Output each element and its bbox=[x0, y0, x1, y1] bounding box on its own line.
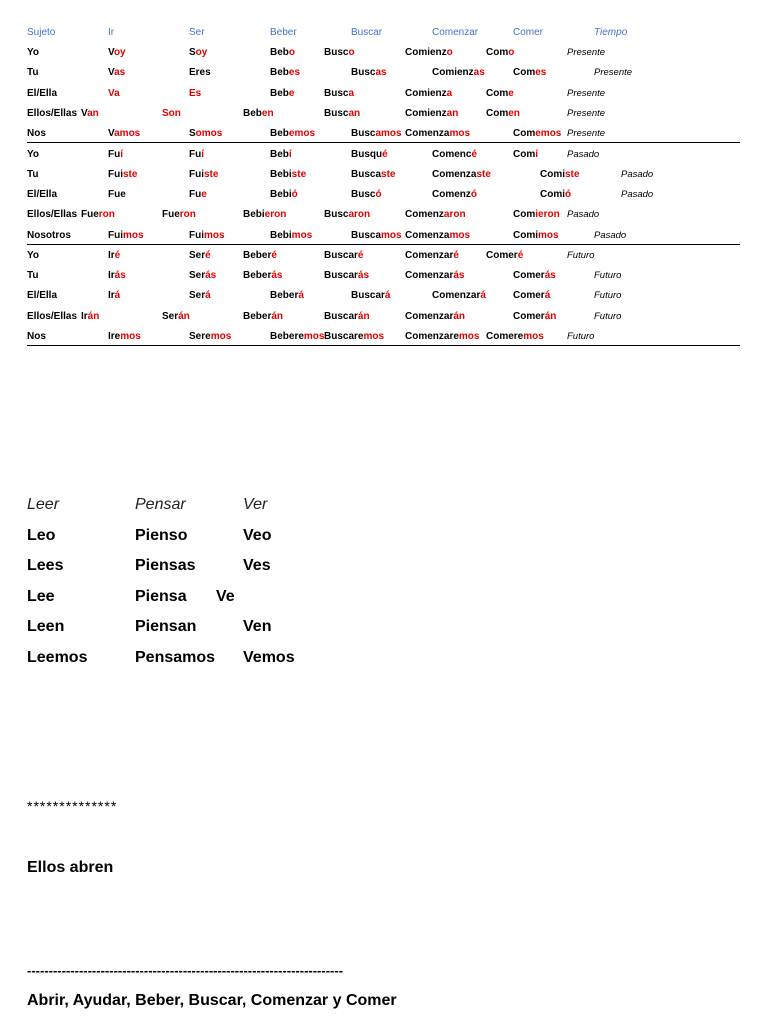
tense-label: Pasado bbox=[567, 149, 600, 160]
comer-conjugation: Come bbox=[486, 88, 514, 99]
beber-conjugation: Bebió bbox=[270, 189, 298, 200]
ir-conjugation: Iré bbox=[108, 250, 121, 261]
ir-conjugation: Fuiste bbox=[108, 169, 138, 180]
tense-label: Pasado bbox=[594, 230, 627, 241]
subject-cell: Ellos/Ellas bbox=[27, 108, 78, 119]
ser-conjugation: Fuiste bbox=[189, 169, 219, 180]
ser-conjugation: Fuimos bbox=[189, 230, 225, 241]
ser-conjugation: Fue bbox=[189, 189, 207, 200]
ser-conjugation: Será bbox=[189, 290, 211, 301]
ser-conjugation: Serán bbox=[162, 311, 190, 322]
subject-cell: Nos bbox=[27, 331, 46, 342]
tense-label: Pasado bbox=[621, 169, 654, 180]
leer-form: Leo bbox=[27, 527, 56, 544]
tense-label: Presente bbox=[594, 67, 633, 78]
subject-cell: Yo bbox=[27, 149, 40, 160]
buscar-conjugation: Buscan bbox=[324, 108, 361, 119]
ir-conjugation: Fueron bbox=[81, 209, 115, 220]
tense-label: Presente bbox=[567, 128, 606, 139]
leer-form: Lees bbox=[27, 557, 64, 574]
subject-cell: Tu bbox=[27, 67, 39, 78]
beber-conjugation: Beberemos bbox=[270, 331, 325, 342]
subject-cell: Yo bbox=[27, 250, 40, 261]
ir-conjugation: Vas bbox=[108, 67, 126, 78]
comer-conjugation: Como bbox=[486, 47, 515, 58]
tense-label: Futuro bbox=[594, 311, 622, 322]
tense-label: Presente bbox=[567, 108, 606, 119]
beber-conjugation: Bebo bbox=[270, 47, 296, 58]
buscar-conjugation: Busco bbox=[324, 47, 355, 58]
section-divider bbox=[27, 244, 740, 245]
comer-conjugation: Comimos bbox=[513, 230, 559, 241]
comer-conjugation: Comí bbox=[513, 149, 539, 160]
buscar-conjugation: Buscará bbox=[351, 290, 391, 301]
comenzar-conjugation: Comienzas bbox=[432, 67, 485, 78]
ser-conjugation: Serás bbox=[189, 270, 217, 281]
ver-form: Veo bbox=[243, 527, 272, 544]
subject-cell: Ellos/Ellas bbox=[27, 209, 78, 220]
beber-conjugation: Bebe bbox=[270, 88, 295, 99]
comer-conjugation: Comiste bbox=[540, 169, 580, 180]
beber-conjugation: Bebimos bbox=[270, 230, 313, 241]
ver-form: Ven bbox=[243, 618, 272, 635]
buscar-conjugation: Buscaremos bbox=[324, 331, 385, 342]
ser-conjugation: Eres bbox=[189, 67, 211, 78]
tense-label: Pasado bbox=[621, 189, 654, 200]
section-divider bbox=[27, 142, 740, 143]
beber-conjugation: Beberán bbox=[243, 311, 284, 322]
ir-conjugation: Fuimos bbox=[108, 230, 144, 241]
subject-cell: El/Ella bbox=[27, 290, 58, 301]
buscar-conjugation: Buscas bbox=[351, 67, 387, 78]
ir-conjugation: Irás bbox=[108, 270, 126, 281]
comer-conjugation: Comeremos bbox=[486, 331, 544, 342]
ser-conjugation: Somos bbox=[189, 128, 223, 139]
beber-conjugation: Bebí bbox=[270, 149, 292, 160]
ser-conjugation: Seré bbox=[189, 250, 211, 261]
ver-form: Vemos bbox=[243, 649, 295, 666]
buscar-conjugation: Buscaron bbox=[324, 209, 371, 220]
beber-conjugation: Bebemos bbox=[270, 128, 316, 139]
ellos-abren-text: Ellos abren bbox=[27, 859, 114, 876]
ir-conjugation: Irán bbox=[81, 311, 100, 322]
header-tiempo: Tiempo bbox=[594, 27, 628, 38]
comenzar-conjugation: Comenzaron bbox=[405, 209, 466, 220]
ir-conjugation: Fuí bbox=[108, 149, 123, 160]
ir-conjugation: Fue bbox=[108, 189, 126, 200]
ir-conjugation: Iremos bbox=[108, 331, 141, 342]
ser-conjugation: Son bbox=[162, 108, 181, 119]
pensar-form: Pensamos bbox=[135, 649, 216, 666]
buscar-conjugation: Buscarán bbox=[324, 311, 370, 322]
comer-conjugation: Comes bbox=[513, 67, 547, 78]
ser-conjugation: Fueron bbox=[162, 209, 196, 220]
subject-cell: Nos bbox=[27, 128, 46, 139]
section-divider bbox=[27, 345, 740, 346]
buscar-conjugation: Buscó bbox=[351, 189, 382, 200]
ir-conjugation: Vamos bbox=[108, 128, 141, 139]
comenzar-conjugation: Comienza bbox=[405, 88, 453, 99]
comer-conjugation: Comerás bbox=[513, 270, 556, 281]
beber-conjugation: Bebiste bbox=[270, 169, 307, 180]
comenzar-conjugation: Comenzó bbox=[432, 189, 478, 200]
comenzar-conjugation: Comenzaremos bbox=[405, 331, 480, 342]
subject-cell: El/Ella bbox=[27, 189, 58, 200]
subject-cell: El/Ella bbox=[27, 88, 58, 99]
comenzar-conjugation: Comenzamos bbox=[405, 128, 471, 139]
tense-label: Presente bbox=[567, 88, 606, 99]
subject-cell: Ellos/Ellas bbox=[27, 311, 78, 322]
dash-separator: ------------------------------------------------------------------------- bbox=[27, 963, 344, 978]
subject-cell: Tu bbox=[27, 169, 39, 180]
comenzar-conjugation: Comenzará bbox=[432, 290, 486, 301]
tense-label: Futuro bbox=[594, 270, 622, 281]
header-comer: Comer bbox=[513, 27, 544, 38]
ir-conjugation: Voy bbox=[108, 47, 126, 58]
comenzar-conjugation: Comencé bbox=[432, 149, 478, 160]
comenzar-conjugation: Comienzo bbox=[405, 47, 453, 58]
buscar-conjugation: Buscamos bbox=[351, 128, 402, 139]
comer-conjugation: Comieron bbox=[513, 209, 560, 220]
comenzar-conjugation: Comenzarán bbox=[405, 311, 466, 322]
leer-form: Leen bbox=[27, 618, 65, 635]
verb-header-ver: Ver bbox=[243, 496, 268, 513]
comer-conjugation: Comerá bbox=[513, 290, 551, 301]
pensar-form: Pienso bbox=[135, 527, 188, 544]
ir-conjugation: Irá bbox=[108, 290, 121, 301]
comenzar-conjugation: Comenzarás bbox=[405, 270, 465, 281]
tense-label: Futuro bbox=[567, 331, 595, 342]
leer-form: Leemos bbox=[27, 649, 88, 666]
ser-conjugation: Fuí bbox=[189, 149, 204, 160]
header-sujeto: Sujeto bbox=[27, 27, 56, 38]
buscar-conjugation: Buscamos bbox=[351, 230, 402, 241]
ver-form: Ve bbox=[216, 588, 235, 605]
ir-conjugation: Va bbox=[108, 88, 120, 99]
buscar-conjugation: Buscaré bbox=[324, 250, 364, 261]
header-ser: Ser bbox=[189, 27, 205, 38]
ser-conjugation: Es bbox=[189, 88, 202, 99]
beber-conjugation: Bebieron bbox=[243, 209, 287, 220]
verb-header-leer: Leer bbox=[27, 496, 60, 513]
comer-conjugation: Comemos bbox=[513, 128, 562, 139]
asterisk-separator: ************** bbox=[27, 798, 118, 814]
ser-conjugation: Soy bbox=[189, 47, 208, 58]
ir-conjugation: Van bbox=[81, 108, 99, 119]
subject-cell: Tu bbox=[27, 270, 39, 281]
pensar-form: Piensan bbox=[135, 618, 197, 635]
beber-conjugation: Beberá bbox=[270, 290, 304, 301]
tense-label: Futuro bbox=[594, 290, 622, 301]
pensar-form: Piensa bbox=[135, 588, 187, 605]
header-ir: Ir bbox=[108, 27, 115, 38]
comer-conjugation: Comeré bbox=[486, 250, 524, 261]
ver-form: Ves bbox=[243, 557, 271, 574]
subject-cell: Nosotros bbox=[27, 230, 71, 241]
buscar-conjugation: Buscarás bbox=[324, 270, 370, 281]
beber-conjugation: Bebes bbox=[270, 67, 301, 78]
comer-conjugation: Comerán bbox=[513, 311, 557, 322]
tense-label: Pasado bbox=[567, 209, 600, 220]
buscar-conjugation: Buscaste bbox=[351, 169, 396, 180]
header-beber: Beber bbox=[270, 27, 297, 38]
beber-conjugation: Beberé bbox=[243, 250, 277, 261]
buscar-conjugation: Busca bbox=[324, 88, 355, 99]
beber-conjugation: Beberás bbox=[243, 270, 283, 281]
buscar-conjugation: Busqué bbox=[351, 149, 388, 160]
comer-conjugation: Comió bbox=[540, 189, 572, 200]
verb-header-pensar: Pensar bbox=[135, 496, 186, 513]
tense-label: Presente bbox=[567, 47, 606, 58]
comer-conjugation: Comen bbox=[486, 108, 520, 119]
tense-label: Futuro bbox=[567, 250, 595, 261]
subject-cell: Yo bbox=[27, 47, 40, 58]
leer-form: Lee bbox=[27, 588, 55, 605]
comenzar-conjugation: Comenzaste bbox=[432, 169, 491, 180]
comenzar-conjugation: Comienzan bbox=[405, 108, 459, 119]
comenzar-conjugation: Comenzaré bbox=[405, 250, 459, 261]
comenzar-conjugation: Comenzamos bbox=[405, 230, 471, 241]
header-comenzar: Comenzar bbox=[432, 27, 479, 38]
beber-conjugation: Beben bbox=[243, 108, 274, 119]
verb-list-footer: Abrir, Ayudar, Beber, Buscar, Comenzar y Comer bbox=[27, 992, 397, 1009]
pensar-form: Piensas bbox=[135, 557, 196, 574]
ser-conjugation: Seremos bbox=[189, 331, 232, 342]
header-buscar: Buscar bbox=[351, 27, 383, 38]
